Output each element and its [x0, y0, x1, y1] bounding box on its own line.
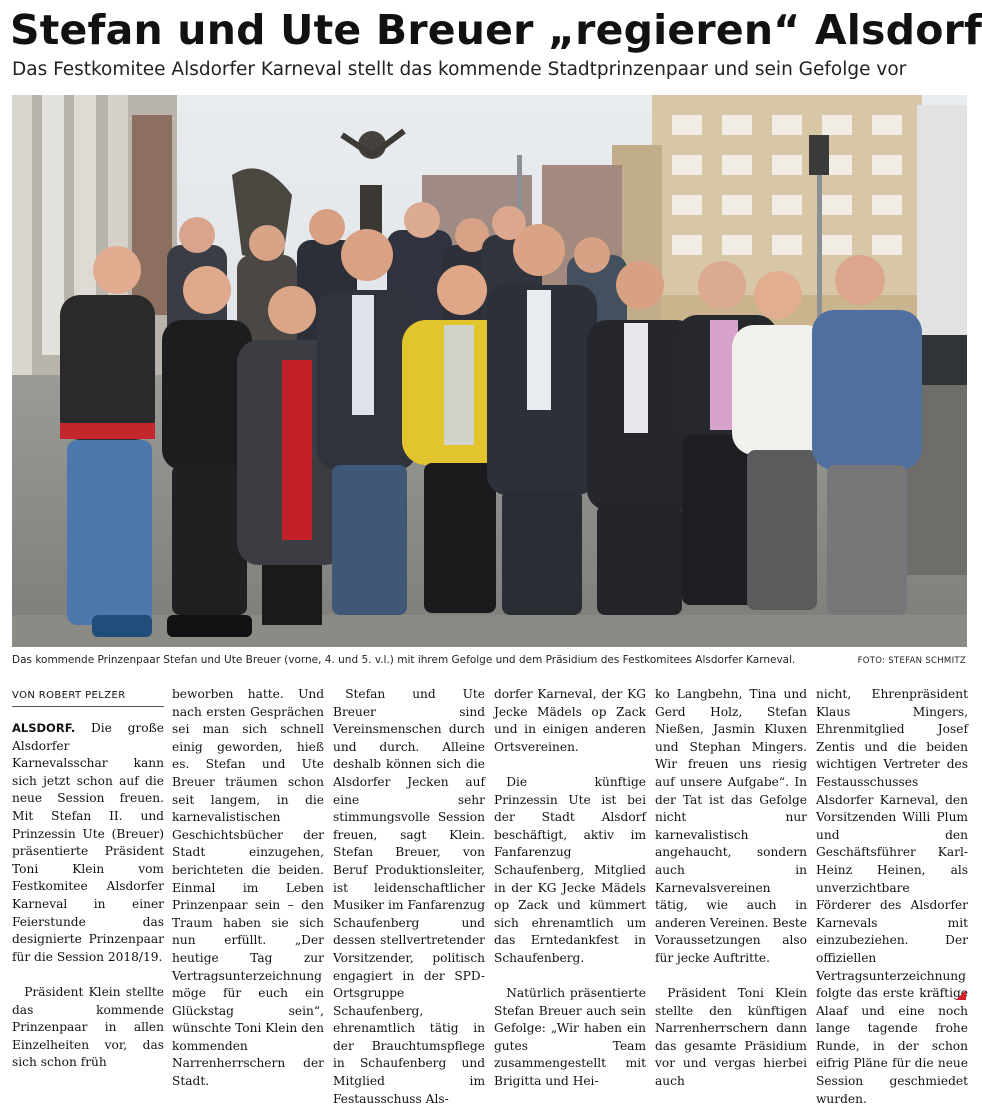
article-column-1 [12, 720, 164, 1072]
dateline: ALSDORF. [12, 721, 76, 735]
photo-caption: Das kommende Prinzenpaar Stefan und Ute Breuer (vorne, 4. und 5. v.l.) mit ihrem Gefolge und dem Präsidium des Festkomitees Alsdorfer Karneval. [12, 654, 796, 666]
article-column-4 [494, 686, 646, 1091]
paragraph-text: Die große Alsdorfer Karnevalsschar kann sich jetzt schon auf die neue Session freuen. Mit Stefan II. und Prinzessin Ute (Breuer) präsentierte Präsident Toni Klein vom Festkomitee Alsdorfer Karneval in einer Feierstunde das designierte Prinzenpaar für die Session 2018/19. [12, 721, 164, 964]
paragraph: Die künftige Prinzessin Ute ist bei der Stadt Alsdorf beschäftigt, aktiv im Fanfarenzug Schaufenberg, Mitglied in der KG Jecke Mädels op Zack und kümmert sich ehrenamtlich um das Erntedankfest in Schaufenberg. [494, 774, 646, 965]
photo-credit: FOTO: STEFAN SCHMITZ [857, 656, 966, 666]
byline: VON ROBERT PELZER [12, 690, 126, 701]
paragraph: ko Langbehn, Tina und Gerd Holz, Stefan Nießen, Jasmin Kluxen und Stephan Mingers. Wir freuen uns riesig auf unsere Aufgabe“. In der Tat ist das Gefolge nicht nur karnevalistisch angehaucht, sondern auch in Karnevalsvereinen tätig, wie auch in anderen Vereinen. Beste Voraussetzungen also für jecke Auftritte. [655, 687, 807, 965]
headline: Stefan und Ute Breuer „regieren“ Alsdorf [10, 6, 982, 54]
paragraph [12, 720, 164, 966]
article-column-3 [333, 686, 485, 1108]
paragraph: Präsident Toni Klein stellte den künftigen Narrenherrschern dann das gesamte Präsidium vor und vergas hierbei auch [655, 986, 807, 1089]
paragraph: Präsident Klein stellte das kommende Prinzenpaar in allen Einzelheiten vor, das sich schon früh [12, 984, 164, 1070]
article-column-6 [816, 686, 968, 1108]
group-photo-illustration [12, 95, 967, 647]
end-of-article-icon [956, 990, 966, 1000]
paragraph: beworben hatte. Und nach ersten Gesprächen sei man sich schnell einig geworden, hieß es. Stefan und Ute Breuer träumen schon seit langem, in die karnevalistischen Geschichtsbücher der Stadt einzugehen, berichteten die beiden. Einmal im Leben Prinzenpaar sein – den Traum haben sie sich nun erfüllt. „Der heutige Tag zur Vertragsunterzeichnung möge für euch ein Glückstag sein“, wünschte Toni Klein den kommenden Narrenherrschern der Stadt. [172, 687, 324, 1089]
subheadline: Das Festkomitee Alsdorfer Karneval stellt das kommende Stadtprinzenpaar und sein Gefolge vor [12, 59, 907, 80]
paragraph: Stefan und Ute Breuer sind Vereinsmenschen durch und durch. Alleine deshalb können sich die Alsdorfer Jecken auf eine sehr stimmungsvolle Session freuen, sagt Klein. Stefan Breuer, von Beruf Produktionsleiter, ist leidenschaftlicher Musiker im Fanfarenzug Schaufenberg und dessen stellvertretender Vorsitzender, politisch engagiert in der SPD-Ortsgruppe Schaufenberg, ehrenamtlich tätig in der Brauchtumspflege in Schaufenberg und Mitglied im Festausschuss Als- [333, 687, 485, 1106]
paragraph: nicht, Ehrenpräsident Klaus Mingers, Ehrenmitglied Josef Zentis und die beiden wichtigen Vertreter des Festausschusses Alsdorfer Karneval, den Vorsitzenden Willi Plum und den Geschäftsführer Karl-Heinz Heinen, als unverzichtbare Förderer des Alsdorfer Karnevals mit einzubeziehen. Der offiziellen Vertragsunterzeichnung folgte das erste kräftige Alaaf und eine noch lange tagende frohe Runde, in der schon eifrig Pläne für die neue Session geschmiedet wurden. [816, 687, 968, 1106]
group-photo [12, 95, 967, 647]
paragraph: Natürlich präsentierte Stefan Breuer auch sein Gefolge: „Wir haben ein gutes Team zusammengestellt mit Brigitta und Hei- [494, 986, 646, 1089]
paragraph: dorfer Karneval, der KG Jecke Mädels op Zack und in einigen anderen Ortsvereinen. [494, 687, 646, 754]
article-column-5 [655, 686, 807, 1091]
byline-divider [12, 706, 164, 707]
article-column-2 [172, 686, 324, 1091]
